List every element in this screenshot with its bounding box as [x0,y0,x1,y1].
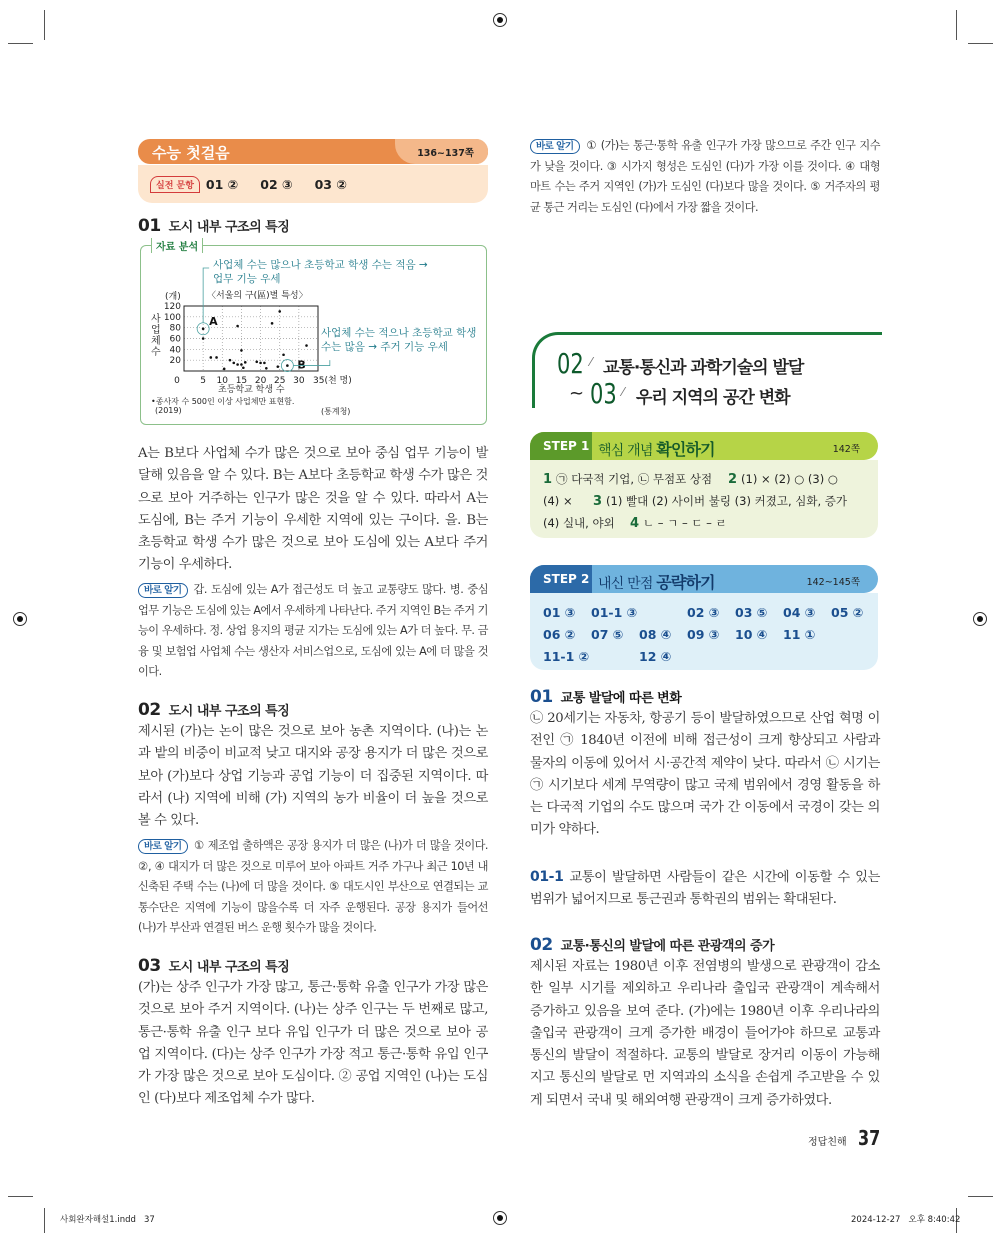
answer-text: (4) 실내, 야외 [543,516,615,530]
data-point [240,349,243,352]
question-heading [530,935,774,955]
step-title-b: 확인하기 [656,440,715,459]
registration-mark-icon [13,612,27,626]
data-point [232,362,235,365]
tilde: ~ [569,383,585,404]
chapter-number: 03 [590,377,617,410]
slash-icon: ⁄ [590,355,593,369]
question-title: 교통·통신의 발달에 따른 관광객의 증가 [560,939,775,954]
slash-icon: ⁄ [622,385,625,399]
step-title [598,437,715,460]
question-heading [138,700,289,720]
tip-text [138,580,488,683]
data-point [229,359,232,362]
data-point [305,344,308,347]
answer-item: 01 ③ [543,605,576,620]
chapter-title: 우리 지역의 공간 변화 [636,388,790,408]
data-point [265,367,268,370]
crop-mark [44,10,45,40]
step2-header [530,565,878,593]
question-title: 도시 내부 구조의 특징 [168,220,290,235]
data-point [286,364,289,367]
answer-item: 12 ④ [639,649,672,664]
step1-answers [530,460,878,538]
answer-number: 4 [630,516,640,531]
question-number: 01 [530,687,553,707]
data-point [244,361,247,364]
crop-mark [968,1196,993,1197]
answer-item: 10 ④ [735,627,768,642]
answer-item: 03 ⑤ [735,605,768,620]
step1-header [530,432,878,460]
question-number: 02 [530,935,553,955]
question-heading [138,216,289,236]
book-name: 정답친해 [808,1137,847,1148]
question-number: 01-1 [530,869,564,885]
data-point [255,360,258,363]
tip-body: ① 제조업 출하액은 공장 용지가 더 많은 (나)가 더 많을 것이다. ②, ④ 대지가 더 많은 것으로 미루어 보아 아파트 거주 가구나 최근 10년 내 신축된 주택 수는 (나)에 더 많을 것이다. ⑤ 대도시인 부산으로 연결되는 교통수단은 지역에 기능이 많을수록 더 자주 운행된다. 공장 용지가 들어선 (나)가 부산과 연결된 버스 운행 횟수가 많을 것이다. [138,839,488,935]
question-title: 도시 내부 구조의 특징 [168,960,290,975]
chart-note: •종사자 수 500인 이상 사업체만 표현함. [151,397,295,406]
crop-mark [956,10,957,40]
data-point [263,362,266,365]
answer-row [543,490,878,512]
explanation-text [530,866,880,912]
step2-answers [530,593,878,670]
answer-text: ㄴ – ㄱ – ㄷ – ㄹ [643,516,727,530]
answer: 03 ② [314,176,347,192]
crop-mark [8,43,33,44]
chapter-number: 02 [557,347,584,380]
data-point [277,365,280,368]
section-title: 수능 첫걸음 [152,144,230,162]
y-unit: (개) [165,292,181,302]
tip-tag: 바로 알기 [138,583,188,598]
page-ref: 136~137쪽 [395,139,488,164]
answer-item: 04 ③ [783,605,816,620]
tip-tag: 바로 알기 [530,139,580,154]
data-tag: 자료 분석 [151,238,203,253]
explanation-text: A는 B보다 사업체 수가 많은 것으로 보아 중심 업무 기능이 발달해 있음을 알 수 있다. B는 A보다 초등학교 학생 수가 많은 것으로 보아 거주하는 인구가 많은 것을 알 수 있다. 따라서 A는 도심에, B는 주거 기능이 우세한 지역에 있는 구이다. 을. B는 초등학교 학생 수가 많은 것으로 보아 도심에 있는 A보다 주거 기능이 우세하다. [138,446,488,573]
question-number: 03 [138,956,161,976]
answer: 02 ③ [260,176,293,192]
data-point [210,356,213,359]
answer-item: 06 ② [543,627,576,642]
question-title: 도시 내부 구조의 특징 [168,704,290,719]
answers-box [138,165,488,203]
answer-item: 11-1 ② [543,649,590,664]
answer: 01 ② [205,176,239,192]
data-point [278,310,281,313]
data-point [223,368,226,371]
y-tick-label: 120 [163,302,181,312]
question-title: 교통 발달에 따른 변화 [560,691,682,706]
registration-mark-icon [493,13,507,27]
answer-item [543,490,573,512]
step-title-a: 핵심 개념 [598,443,657,459]
question-heading [530,687,681,707]
x-tick-label: 20 [254,376,267,386]
tip-text [138,836,488,939]
step-badge: STEP 1 [530,432,592,460]
x-tick-label: 10 [216,376,229,386]
registration-mark-icon [493,1211,507,1225]
answer-row [543,512,878,534]
y-tick-label: 20 [169,356,181,367]
step-title-b: 공략하기 [656,573,715,592]
x-tick-label: 30 [293,376,305,386]
answer-item: 01-1 ③ [591,605,638,620]
data-point [215,356,218,359]
y-tick-label: 60 [169,334,181,345]
practice-tag: 실전 문항 [150,176,200,193]
answer-number: 3 [593,494,603,509]
y-tick-label: 80 [169,323,181,334]
annotation-b: 사업체 수는 적으나 초등학교 학생 수는 많음 → 주거 기능 우세 [321,327,477,353]
page-number: 37 [858,1126,881,1150]
step-title [598,570,715,593]
data-point [202,337,205,340]
x-tick-label: 35(천 명) [313,376,352,386]
y-axis-label: 사업체 수 [151,314,161,358]
section-header [138,139,488,164]
page-ref: 142~145쪽 [806,577,860,588]
chart-year: (2019) [155,406,182,415]
chapter-title: 교통·통신과 과학기술의 발달 [603,358,804,378]
explanation-text: 제시된 자료는 1980년 이후 전염병의 발생으로 관광객이 감소한 일부 시기를 제외하고 우리나라 출입국 관광객이 계속해서 증가하고 있음을 보여 준다. (가)에는 1980년 이후 우리나라의 출입국 관광객이 크게 증가한 배경이 들어가야 하므로 교통과 통신의 발달이 적절하다. 교통의 발달로 장거리 이동이 가능해지고 통신의 발달로 먼 지역과의 소식을 손쉽게 주고받을 수 있게 되면서 국내 및 해외여행 관광객이 크게 증가하였다. [530,959,880,1108]
point-label: A [209,314,218,328]
chapter-title-box [532,332,882,408]
answer-text: (1) 빨대 (2) 사이버 불링 (3) 커졌고, 심화, 증가 [606,494,847,508]
answer-item: 02 ③ [687,605,720,620]
explanation-text: 제시된 (가)는 논이 많은 것으로 보아 농촌 지역이다. (나)는 논과 밭의 비중이 비교적 낮고 대지와 공장 용지가 더 많은 것으로 보아 (가)보다 상업 기능과 공업 기능이 더 집중된 지역이다. 따라서 (나) 지역에 비해 (가) 지역의 농가 비율이 더 높을 것으로 볼 수 있다. [138,724,488,829]
answer-number: 2 [728,472,738,487]
x-tick-label: 0 [174,376,180,386]
annotation-a: 사업체 수는 많으나 초등학교 학생 수는 적음 → 업무 기능 우세 [213,259,428,285]
answer-item [630,512,727,535]
explanation-body: 교통이 발달하면 사람들이 같은 시간에 이동할 수 있는 범위가 넓어지므로 통근권과 통학권의 범위는 확대된다. [530,870,880,908]
answer-text: ㉠ 다국적 기업, ㉡ 무점포 상점 [556,472,713,486]
data-point [236,363,239,366]
crop-mark [8,1196,33,1197]
answer-item [728,468,838,491]
question-number: 01 [138,216,161,236]
y-tick-label: 100 [163,312,181,323]
answer-item [543,512,615,534]
x-axis-label: 초등학교 학생 수 [218,385,285,395]
data-point [202,327,205,330]
x-tick-label: 25 [273,376,286,386]
question-heading [138,956,289,976]
answer-item [593,490,847,513]
data-point [282,353,285,356]
tip-tag: 바로 알기 [138,839,188,854]
data-point [259,362,262,365]
registration-mark-icon [973,612,987,626]
timestamp: 2024-12-27 오후 8:40:42 [851,1215,961,1225]
crop-mark [968,43,993,44]
x-tick-label: 5 [200,376,207,386]
explanation-text: ㉡ 20세기는 자동차, 항공기 등이 발달하였으므로 산업 혁명 이전인 ㉠ 1840년 이전에 비해 접근성이 크게 향상되고 사람과 물자의 이동에 있어서 시·공간적 제약이 낮다. 따라서 ㉡ 시기는 ㉠ 시기보다 세계 무역량이 많고 국제 범위에서 경영 활동을 하는 다국적 기업의 수도 많으며 국가 간 이동에서 국경이 갖는 의미가 약하다. [530,711,880,838]
chart-title: 〈서울의 구(區)별 특성〉 [207,291,308,301]
step-title-a: 내신 만점 [598,576,657,592]
data-analysis-box [140,242,487,425]
y-tick-label: 40 [169,345,181,356]
crop-mark [44,1208,45,1233]
answer-item: 08 ④ [639,627,672,642]
explanation-text: (가)는 상주 인구가 가장 많고, 통근·통학 유출 인구가 가장 많은 것으로 보아 주거 지역이다. (나)는 상주 인구는 두 번째로 많고, 통근·통학 유출 인구 보다 유입 인구가 더 많은 것으로 보아 공업 지역이다. (다)는 상주 인구가 가장 적고 통근·통학 유입 인구가 가장 많은 것으로 보아 도심이다. ② 공업 지역인 (나)는 도심인 (다)보다 제조업체 수가 많다. [138,980,488,1107]
answer-item: 07 ⑤ [591,627,624,642]
tip-body: ① (가)는 통근·통학 유출 인구가 가장 많으므로 주간 인구 지수가 낮을 것이다. ③ 시가지 형성은 도심인 (다)가 가장 이를 것이다. ④ 대형 마트 수는 주거 지역인 (가)가 도심인 (다)보다 많을 것이다. ⑤ 거주자의 평균 통근 거리는 도심인 (다)에서 가장 짧을 것이다. [530,139,880,214]
answer-text: (4) × [543,494,573,508]
data-point [242,366,245,369]
question-number: 02 [138,700,161,720]
x-tick-label: 15 [235,376,248,386]
answer-item: 09 ③ [687,627,720,642]
answer-item [543,468,712,491]
answer-number: 1 [543,472,553,487]
answer-text: (1) × (2) ○ (3) ○ [741,472,838,486]
answer-item: 11 ① [783,627,816,642]
file-name: 사회완자해설1.indd 37 [60,1215,155,1225]
answer-item: 05 ② [831,605,864,620]
data-point [236,325,239,328]
point-label: B [297,358,306,372]
answer-row [543,468,878,490]
data-point [271,322,274,325]
tip-text [530,136,880,218]
page-ref: 142쪽 [832,444,860,455]
step-badge: STEP 2 [530,565,592,593]
chart-source: (통계청) [321,407,351,416]
tip-body: 갑. 도심에 있는 A가 접근성도 더 높고 교통량도 많다. 병. 중심 업무 기능은 도심에 있는 A에서 우세하게 나타난다. 주거 지역인 B는 주거 기능이 우세하다. 정. 상업 용지의 평균 지가는 도심에 있는 A가 더 높다. 무. 금융 및 보험업 사업체 수는 생산자 서비스업으로, 도심에 있는 A에 더 많을 것이다. [138,583,488,679]
data-point [240,363,243,366]
